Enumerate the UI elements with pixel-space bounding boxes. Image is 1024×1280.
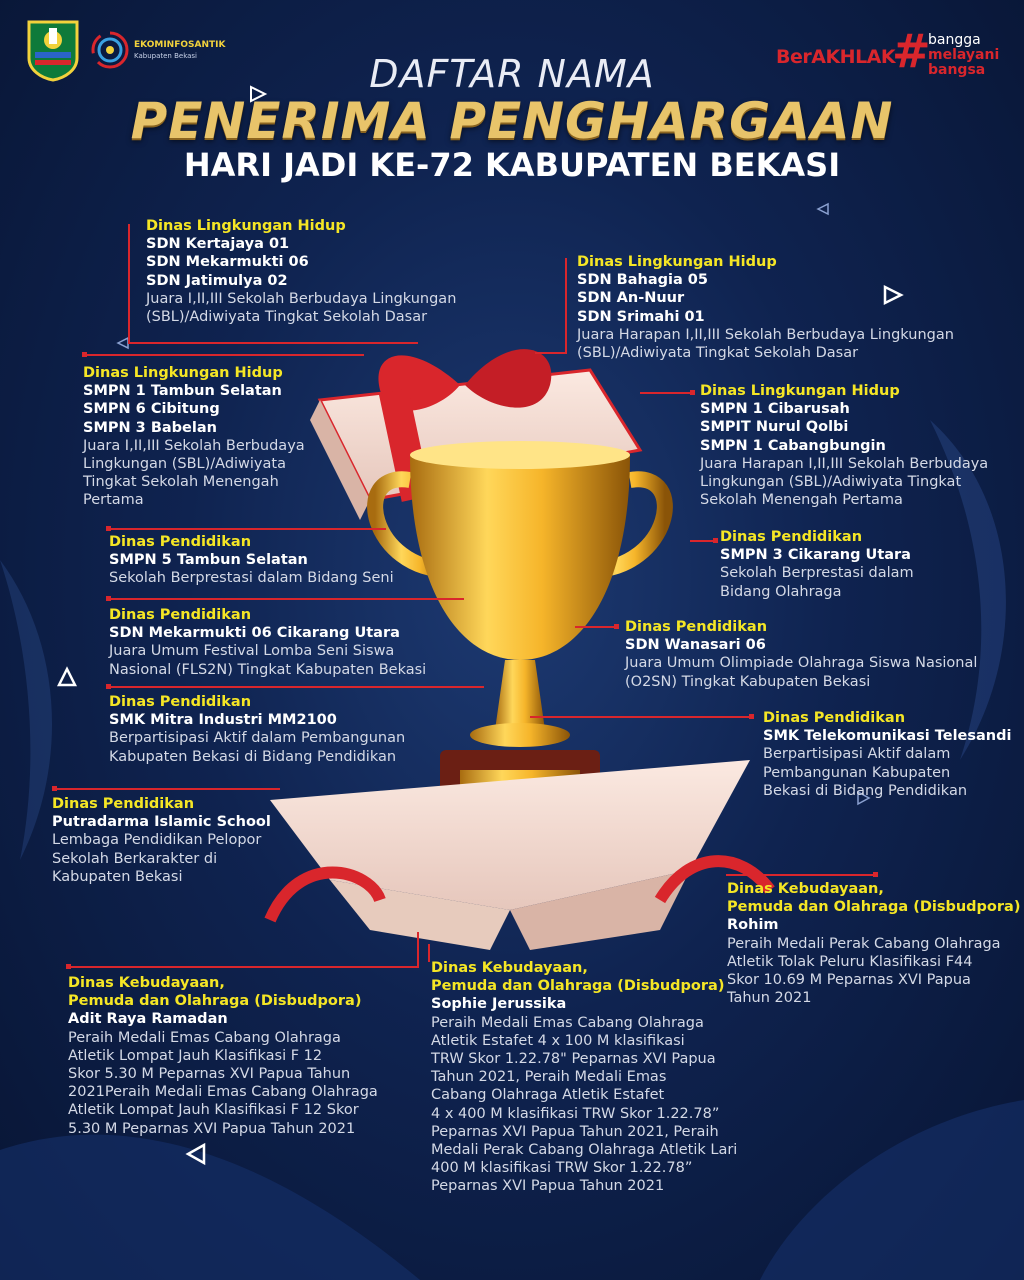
- entry-description: Peparnas XVI Papua Tahun 2021, Peraih: [431, 1123, 719, 1140]
- entry-description: 5.30 M Peparnas XVI Papua Tahun 2021: [68, 1120, 356, 1137]
- entry-description: Skor 10.69 M Peparnas XVI Papua: [727, 972, 971, 989]
- connector-dot: [749, 714, 754, 719]
- entry-description: Atletik Lompat Jauh Klasifikasi F 12: [68, 1047, 323, 1064]
- connector-line: [128, 342, 418, 344]
- entry-recipient-name: SDN Mekarmukti 06: [146, 254, 309, 271]
- entry-description: Juara Umum Olimpiade Olahraga Siswa Nasional: [625, 655, 978, 672]
- entry-description: Peraih Medali Emas Cabang Olahraga: [68, 1029, 341, 1046]
- connector-line: [565, 258, 567, 354]
- bangga-melayani-line1: bangga: [928, 32, 981, 48]
- entry-description: Skor 5.30 M Peparnas XVI Papua Tahun: [68, 1066, 351, 1083]
- diskominfosantik-logo-subtext: Kabupaten Bekasi: [134, 52, 198, 60]
- entry-recipient-name: SMPN 1 Cabangbungin: [700, 437, 886, 454]
- bangga-melayani-line3: bangsa: [928, 62, 986, 78]
- connector-dot: [52, 786, 57, 791]
- entry-recipient-name: SMPN 5 Tambun Selatan: [109, 552, 308, 569]
- entry-description: Juara I,II,III Sekolah Berbudaya: [83, 437, 305, 454]
- entry-category: Dinas Lingkungan Hidup: [577, 254, 777, 270]
- entry-description: Atletik Lompat Jauh Klasifikasi F 12 Skor: [68, 1102, 359, 1119]
- connector-line: [428, 944, 430, 962]
- entry-recipient-name: SMPN 3 Babelan: [83, 419, 217, 436]
- entry-disdik-smk-mitra: [109, 693, 405, 766]
- connector-dot: [106, 526, 111, 531]
- entry-category: Dinas Pendidikan: [109, 534, 252, 550]
- entry-description: 4 x 400 M klasifikasi TRW Skor 1.22.78”: [431, 1105, 720, 1122]
- entry-disdik-smpn5: [109, 533, 394, 588]
- entry-recipient-name: SMPN 1 Cibarusah: [700, 401, 850, 418]
- connector-dot: [82, 352, 87, 357]
- entry-category: Pemuda dan Olahraga (Disbudpora): [431, 978, 725, 995]
- entry-recipient-name: Rohim: [727, 917, 779, 934]
- entry-recipient-name: SDN Srimahi 01: [577, 308, 705, 325]
- entry-recipient-name: SMPN 6 Cibitung: [83, 401, 220, 418]
- connector-line: [84, 354, 364, 356]
- entry-description: Peraih Medali Perak Cabang Olahraga: [727, 935, 1001, 952]
- entry-recipient-name: SDN Jatimulya 02: [146, 272, 288, 289]
- connector-line: [68, 966, 418, 968]
- triangle-decoration-icon: [56, 666, 78, 688]
- entry-description: TRW Skor 1.22.78" Peparnas XVI Papua: [431, 1051, 716, 1068]
- bangga-melayani-line2: melayani: [928, 47, 1000, 63]
- entry-recipient-name: Sophie Jerussika: [431, 996, 567, 1013]
- entry-description: Juara Harapan I,II,III Sekolah Berbudaya: [700, 455, 989, 472]
- entry-category: Dinas Kebudayaan,: [727, 881, 884, 897]
- entry-disbudpora-rohim: [727, 880, 1020, 1007]
- entry-category: Dinas Pendidikan: [109, 607, 252, 623]
- entry-description: Medali Perak Cabang Olahraga Atletik Lari: [431, 1142, 738, 1159]
- title-daftar-nama: DAFTAR NAMA: [369, 52, 655, 96]
- entry-description: Juara I,II,III Sekolah Berbudaya Lingkungan: [146, 290, 457, 307]
- entry-category: Dinas Pendidikan: [720, 529, 863, 545]
- entry-disdik-sdn-mekarmukti: [109, 606, 426, 679]
- entry-disdik-sdn-wanasari: [625, 618, 977, 691]
- triangle-decoration-icon: [248, 84, 268, 104]
- entry-category: Dinas Kebudayaan,: [68, 975, 225, 991]
- entry-description: Lingkungan (SBL)/Adiwiyata: [83, 456, 286, 473]
- entry-recipient-name: SMPN 1 Tambun Selatan: [83, 383, 282, 400]
- triangle-decoration-icon: [816, 202, 830, 216]
- entry-disbudpora-sophie: [431, 959, 737, 1196]
- entry-description: Kabupaten Bekasi: [52, 868, 183, 885]
- entry-description: Peraih Medali Emas Cabang Olahraga: [431, 1014, 704, 1031]
- entry-description: Sekolah Berprestasi dalam Bidang Seni: [109, 570, 394, 587]
- connector-dot: [66, 964, 71, 969]
- entry-recipient-name: SMK Telekomunikasi Telesandi: [763, 728, 1012, 745]
- entry-description: Bekasi di Bidang Pendidikan: [763, 782, 968, 799]
- entry-category: Dinas Pendidikan: [109, 694, 252, 710]
- entry-recipient-name: SDN Bahagia 05: [577, 272, 708, 289]
- connector-line: [535, 352, 567, 354]
- entry-description: Pertama: [83, 492, 144, 509]
- entry-category: Dinas Pendidikan: [625, 619, 768, 635]
- entry-recipient-name: Adit Raya Ramadan: [68, 1011, 228, 1028]
- entry-description: Tahun 2021, Peraih Medali Emas: [431, 1069, 667, 1086]
- entry-dlh-smp-juara: [83, 364, 305, 510]
- entry-category: Dinas Lingkungan Hidup: [700, 383, 900, 399]
- entry-description: (SBL)/Adiwiyata Tingkat Sekolah Dasar: [146, 309, 428, 326]
- entry-recipient-name: SMK Mitra Industri MM2100: [109, 712, 337, 729]
- entry-category: Pemuda dan Olahraga (Disbudpora): [727, 899, 1021, 916]
- entry-description: Juara Umum Festival Lomba Seni Siswa: [109, 643, 395, 660]
- entry-dlh-sd-juara: [146, 217, 456, 326]
- entry-dlh-sd-harapan: [577, 253, 954, 362]
- connector-line: [108, 686, 484, 688]
- connector-line: [108, 598, 464, 600]
- entry-description: 400 M klasifikasi TRW Skor 1.22.78”: [431, 1160, 693, 1177]
- connector-dot: [614, 624, 619, 629]
- entry-description: Pembangunan Kabupaten: [763, 764, 951, 781]
- connector-dot: [106, 684, 111, 689]
- connector-line: [54, 788, 280, 790]
- entry-description: Berpartisipasi Aktif dalam Pembangunan: [109, 730, 406, 747]
- entry-description: Bidang Olahraga: [720, 583, 842, 600]
- connector-line: [640, 392, 692, 394]
- entry-disdik-smpn3: [720, 528, 914, 601]
- entry-description: Sekolah Menengah Pertama: [700, 492, 903, 509]
- entry-description: Peparnas XVI Papua Tahun 2021: [431, 1178, 665, 1195]
- entry-category: Dinas Pendidikan: [52, 796, 195, 812]
- connector-dot: [713, 538, 718, 543]
- entry-description: Lingkungan (SBL)/Adiwiyata Tingkat: [700, 474, 962, 491]
- entry-description: Berpartisipasi Aktif dalam: [763, 746, 951, 763]
- entry-description: 2021Peraih Medali Emas Cabang Olahraga: [68, 1084, 378, 1101]
- entry-description: Nasional (FLS2N) Tingkat Kabupaten Bekasi: [109, 661, 427, 678]
- connector-line: [726, 874, 876, 876]
- entry-recipient-name: SMPIT Nurul Qolbi: [700, 419, 849, 436]
- entry-description: Sekolah Berprestasi dalam: [720, 565, 914, 582]
- entry-recipient-name: SDN Kertajaya 01: [146, 236, 290, 253]
- berakhlak-logo: BerAKHLAK: [776, 46, 896, 68]
- entry-description: Cabang Olahraga Atletik Estafet: [431, 1087, 665, 1104]
- entry-recipient-name: SDN An-Nuur: [577, 290, 685, 307]
- entry-description: (O2SN) Tingkat Kabupaten Bekasi: [625, 673, 871, 690]
- entry-disbudpora-adit: [68, 974, 378, 1138]
- connector-line: [128, 224, 130, 344]
- entry-category: Dinas Lingkungan Hidup: [146, 218, 346, 234]
- triangle-decoration-icon: [184, 1142, 208, 1166]
- entry-dlh-smp-harapan: [700, 382, 988, 509]
- connector-line: [530, 716, 752, 718]
- entry-description: Tingkat Sekolah Menengah: [83, 474, 279, 491]
- bangga-melayani-hash: #: [892, 24, 931, 78]
- entry-category: Dinas Pendidikan: [763, 710, 906, 726]
- entry-recipient-name: SMPN 3 Cikarang Utara: [720, 547, 911, 564]
- connector-line: [108, 528, 386, 530]
- entry-description: Atletik Tolak Peluru Klasifikasi F44: [727, 953, 973, 970]
- entry-recipient-name: SDN Wanasari 06: [625, 637, 766, 654]
- entry-recipient-name: SDN Mekarmukti 06 Cikarang Utara: [109, 625, 400, 642]
- entry-recipient-name: Putradarma Islamic School: [52, 814, 271, 831]
- entry-disdik-putradarma: [52, 795, 271, 886]
- connector-line: [417, 932, 419, 968]
- title-penerima-penghargaan: PENERIMA PENGHARGAAN: [130, 92, 894, 150]
- entry-description: Atletik Estafet 4 x 100 M klasifikasi: [431, 1032, 685, 1049]
- entry-description: Lembaga Pendidikan Pelopor: [52, 832, 262, 849]
- entry-description: Tahun 2021: [727, 990, 812, 1007]
- connector-dot: [690, 390, 695, 395]
- entry-description: Juara Harapan I,II,III Sekolah Berbudaya Lingkungan: [577, 326, 954, 343]
- entry-category: Dinas Lingkungan Hidup: [83, 365, 283, 381]
- entry-description: Sekolah Berkarakter di: [52, 850, 218, 867]
- entry-description: (SBL)/Adiwiyata Tingkat Sekolah Dasar: [577, 345, 859, 362]
- entry-description: Kabupaten Bekasi di Bidang Pendidikan: [109, 748, 397, 765]
- entry-category: Pemuda dan Olahraga (Disbudpora): [68, 993, 362, 1010]
- entry-disdik-smk-telesandi: [763, 709, 1011, 800]
- connector-dot: [106, 596, 111, 601]
- connector-line: [575, 626, 617, 628]
- entry-category: Dinas Kebudayaan,: [431, 960, 588, 976]
- connector-dot: [873, 872, 878, 877]
- diskominfosantik-logo-text: EKOMINFOSANTIK: [134, 40, 226, 50]
- title-hari-jadi: HARI JADI KE-72 KABUPATEN BEKASI: [183, 146, 841, 184]
